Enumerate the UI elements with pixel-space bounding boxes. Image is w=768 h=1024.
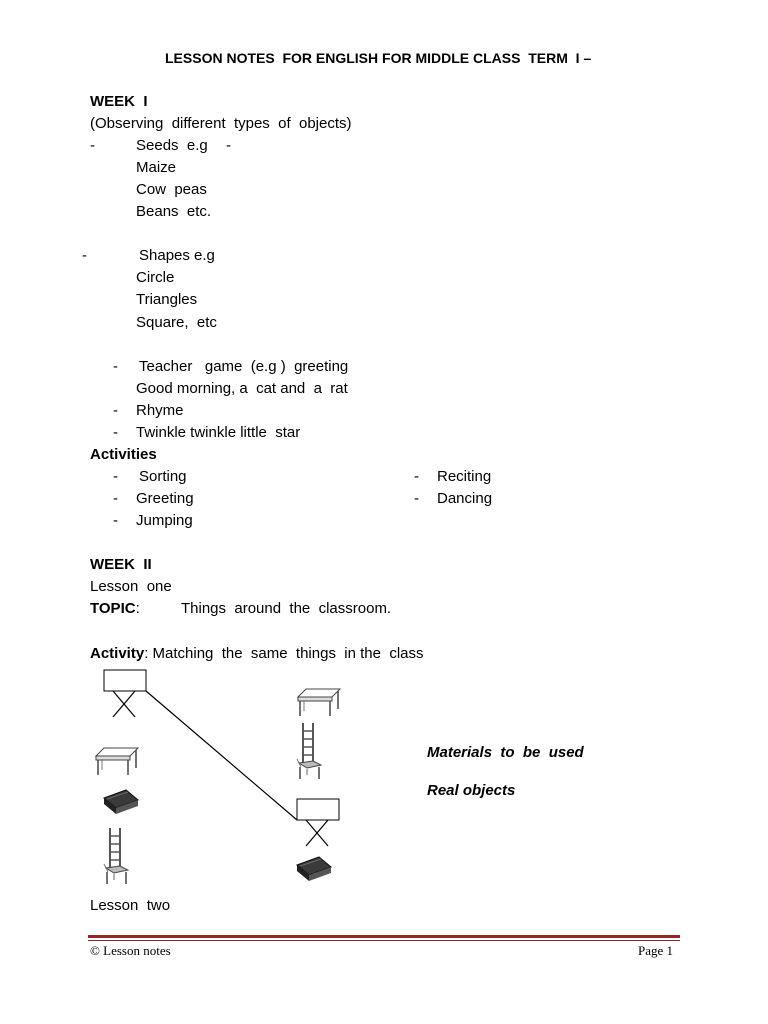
bullet-dash: - bbox=[113, 402, 118, 419]
week1-intro: (Observing different types of objects) bbox=[90, 115, 352, 132]
seed-item: Maize bbox=[136, 159, 177, 176]
shapes-label: Shapes e.g bbox=[139, 247, 215, 264]
week2-heading: WEEK II bbox=[90, 556, 152, 573]
activity-item: Reciting bbox=[437, 468, 492, 485]
shapes-dash: - bbox=[82, 247, 87, 264]
activity-label: Activity bbox=[90, 645, 145, 662]
activity-dash: - bbox=[414, 490, 419, 507]
bullet-dash: - bbox=[113, 424, 118, 441]
bullet-text: Teacher game (e.g ) greeting bbox=[139, 358, 349, 375]
activity-dash: - bbox=[414, 468, 419, 485]
bullet-text: Good morning, a cat and a rat bbox=[136, 380, 348, 397]
matching-line bbox=[146, 691, 297, 820]
seeds-trail-dash: - bbox=[226, 137, 231, 154]
lesson-one: Lesson one bbox=[90, 578, 172, 595]
activity-item: Sorting bbox=[139, 468, 187, 485]
activity-item: Greeting bbox=[136, 490, 194, 507]
topic-label: TOPIC bbox=[90, 600, 136, 617]
activities-heading: Activities bbox=[90, 446, 157, 463]
week1-heading: WEEK I bbox=[90, 93, 148, 110]
activity-item: Jumping bbox=[136, 512, 193, 529]
materials-heading: Materials to be used bbox=[427, 744, 584, 761]
activity-item: Dancing bbox=[437, 490, 493, 507]
shape-item: Triangles bbox=[136, 291, 198, 308]
stool-icon bbox=[297, 799, 339, 846]
stool-icon bbox=[104, 670, 146, 717]
bullet-text: Twinkle twinkle little star bbox=[136, 424, 301, 441]
seed-item: Beans etc. bbox=[136, 203, 212, 220]
activity-dash: - bbox=[113, 490, 118, 507]
table-icon bbox=[96, 748, 138, 775]
bullet-text: Rhyme bbox=[136, 402, 184, 419]
topic-text: Things around the classroom. bbox=[181, 600, 392, 617]
seed-item: Cow peas bbox=[136, 181, 207, 198]
shape-item: Square, etc bbox=[136, 314, 217, 331]
page-title: LESSON NOTES FOR ENGLISH FOR MIDDLE CLASS TERM I – bbox=[165, 50, 592, 66]
footer-left: © Lesson notes bbox=[90, 943, 171, 958]
book-icon bbox=[297, 857, 331, 881]
activity-dash: - bbox=[113, 512, 118, 529]
seeds-label: Seeds e.g bbox=[136, 137, 208, 154]
seeds-dash: - bbox=[90, 137, 95, 154]
bullet-dash: - bbox=[113, 358, 118, 375]
page-number: Page 1 bbox=[638, 943, 674, 958]
footer-rule bbox=[88, 935, 680, 938]
real-objects: Real objects bbox=[427, 782, 516, 799]
book-icon bbox=[104, 790, 138, 814]
topic-colon: : bbox=[135, 600, 140, 617]
chair-icon bbox=[104, 828, 128, 884]
activity-text: : Matching the same things in the class bbox=[144, 645, 424, 662]
footer-rule-thin bbox=[88, 940, 680, 941]
chair-icon bbox=[297, 723, 321, 779]
lesson-two: Lesson two bbox=[90, 897, 171, 914]
shape-item: Circle bbox=[136, 269, 175, 286]
table-icon bbox=[298, 689, 340, 716]
activity-dash: - bbox=[113, 468, 118, 485]
